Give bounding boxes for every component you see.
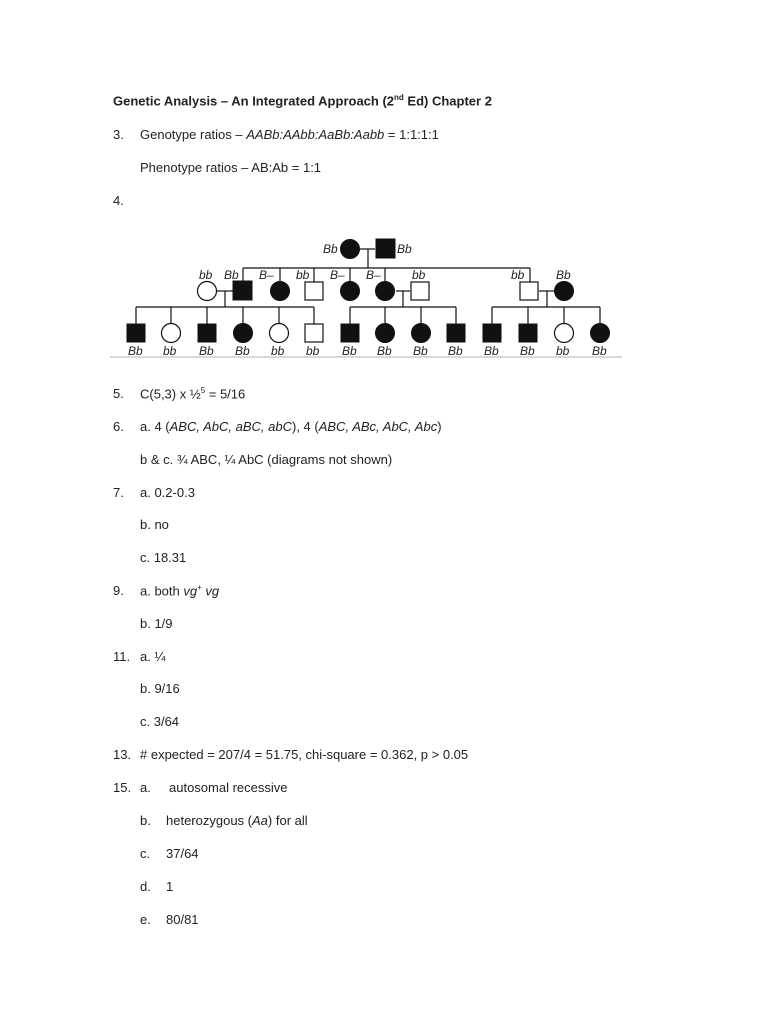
gen2-unaffected-male	[520, 282, 538, 300]
q6-number: 6.	[113, 419, 124, 434]
q15-part-e: 80/81	[166, 912, 199, 927]
genotype-label: Bb	[235, 344, 250, 358]
q9-part-a: a. both vg+ vg	[140, 583, 220, 599]
q15-part-d: 1	[166, 879, 174, 894]
q15-part-e-label: e.	[140, 912, 151, 927]
q3-phenotype-ratios: Phenotype ratios – AB:Ab = 1:1	[140, 160, 322, 175]
q15-part-a: autosomal recessive	[169, 780, 288, 795]
gen2-affected-female	[376, 282, 395, 301]
genotype-label: Bb	[342, 344, 357, 358]
q3-genotype-ratios: Genotype ratios – AABb:AAbb:AaBb:Aabb = 1:1:1:1	[140, 127, 439, 142]
q11-part-b: b. 9/16	[140, 681, 180, 696]
q4-number: 4.	[113, 193, 124, 208]
gen3-unaffected-female	[555, 324, 574, 343]
gen3-affected-male	[519, 324, 537, 342]
gen3-affected-male	[127, 324, 145, 342]
genotype-label: bb	[163, 344, 177, 358]
genotype-label: Bb	[556, 268, 571, 282]
genotype-label: Bb	[413, 344, 428, 358]
genotype-label: Bb	[323, 242, 338, 256]
q11-part-a: a. ¼	[140, 649, 166, 664]
q7-number: 7.	[113, 485, 124, 500]
q3-number: 3.	[113, 127, 124, 142]
gen3-affected-female	[376, 324, 395, 343]
genotype-label: B–	[366, 268, 381, 282]
gen2-affected-male	[233, 281, 252, 300]
q9-number: 9.	[113, 583, 124, 598]
pedigree-chart	[0, 0, 768, 370]
gen3-affected-male	[447, 324, 465, 342]
q7-part-a: a. 0.2-0.3	[140, 485, 195, 500]
genotype-label: Bb	[199, 344, 214, 358]
gen3-unaffected-female	[270, 324, 289, 343]
gen2-unaffected-female	[198, 282, 217, 301]
q5-answer: C(5,3) x ½$^5$ = 5/16	[140, 386, 246, 402]
gen3-affected-female	[234, 324, 253, 343]
genotype-label: Bb	[520, 344, 535, 358]
q15-part-b: heterozygous (Aa) for all	[166, 813, 308, 828]
q15-part-c-label: c.	[140, 846, 151, 861]
pedigree-lines	[110, 249, 622, 357]
genotype-label: bb	[296, 268, 310, 282]
q11-number: 11.	[113, 649, 131, 664]
genotype-label: bb	[306, 344, 320, 358]
genotype-label: Bb	[484, 344, 499, 358]
genotype-label: B–	[259, 268, 274, 282]
q13-answer: # expected = 207/4 = 51.75, chi-square = 0.362, p > 0.05	[140, 747, 469, 762]
genotype-label: Bb	[592, 344, 607, 358]
gen3-affected-female	[412, 324, 431, 343]
q7-part-c: c. 18.31	[140, 550, 187, 565]
gen2-unaffected-male	[411, 282, 429, 300]
q7-part-b: b. no	[140, 517, 169, 532]
q6-part-a: a. 4 (ABC, AbC, aBC, abC), 4 (ABC, ABc, AbC, Abc)	[140, 419, 442, 434]
q15-part-a-label: a.	[140, 780, 151, 795]
genotype-label: Bb	[448, 344, 463, 358]
gen2-affected-female	[271, 282, 290, 301]
q13-number: 13.	[113, 747, 132, 762]
q15-part-b-label: b.	[140, 813, 151, 828]
gen1-affected-female	[341, 240, 360, 259]
document-title: Genetic Analysis – An Integrated Approach (2nd Ed) Chapter 2	[113, 93, 492, 109]
gen3-unaffected-male	[305, 324, 323, 342]
genotype-label: bb	[271, 344, 285, 358]
gen3-affected-male	[483, 324, 501, 342]
gen3-affected-female	[591, 324, 610, 343]
gen3-affected-male	[341, 324, 359, 342]
q15-part-c: 37/64	[166, 846, 199, 861]
genotype-label: bb	[412, 268, 426, 282]
q11-part-c: c. 3/64	[140, 714, 180, 729]
q5-number: 5.	[113, 386, 124, 401]
gen1-affected-male	[376, 239, 395, 258]
q15-part-d-label: d.	[140, 879, 151, 894]
gen3-unaffected-female	[162, 324, 181, 343]
gen2-unaffected-male	[305, 282, 323, 300]
genotype-label: B–	[330, 268, 345, 282]
q9-part-b: b. 1/9	[140, 616, 173, 631]
gen3-affected-male	[198, 324, 216, 342]
gen2-affected-female	[555, 282, 574, 301]
genotype-label: Bb	[128, 344, 143, 358]
genotype-label: bb	[199, 268, 213, 282]
genotype-label: bb	[511, 268, 525, 282]
genotype-label: Bb	[397, 242, 412, 256]
genotype-label: Bb	[224, 268, 239, 282]
gen2-affected-female	[341, 282, 360, 301]
genotype-label: bb	[556, 344, 570, 358]
q6-part-bc: b & c. ¾ ABC, ¼ AbC (diagrams not shown)	[140, 452, 393, 467]
genotype-label: Bb	[377, 344, 392, 358]
q15-number: 15.	[113, 780, 132, 795]
